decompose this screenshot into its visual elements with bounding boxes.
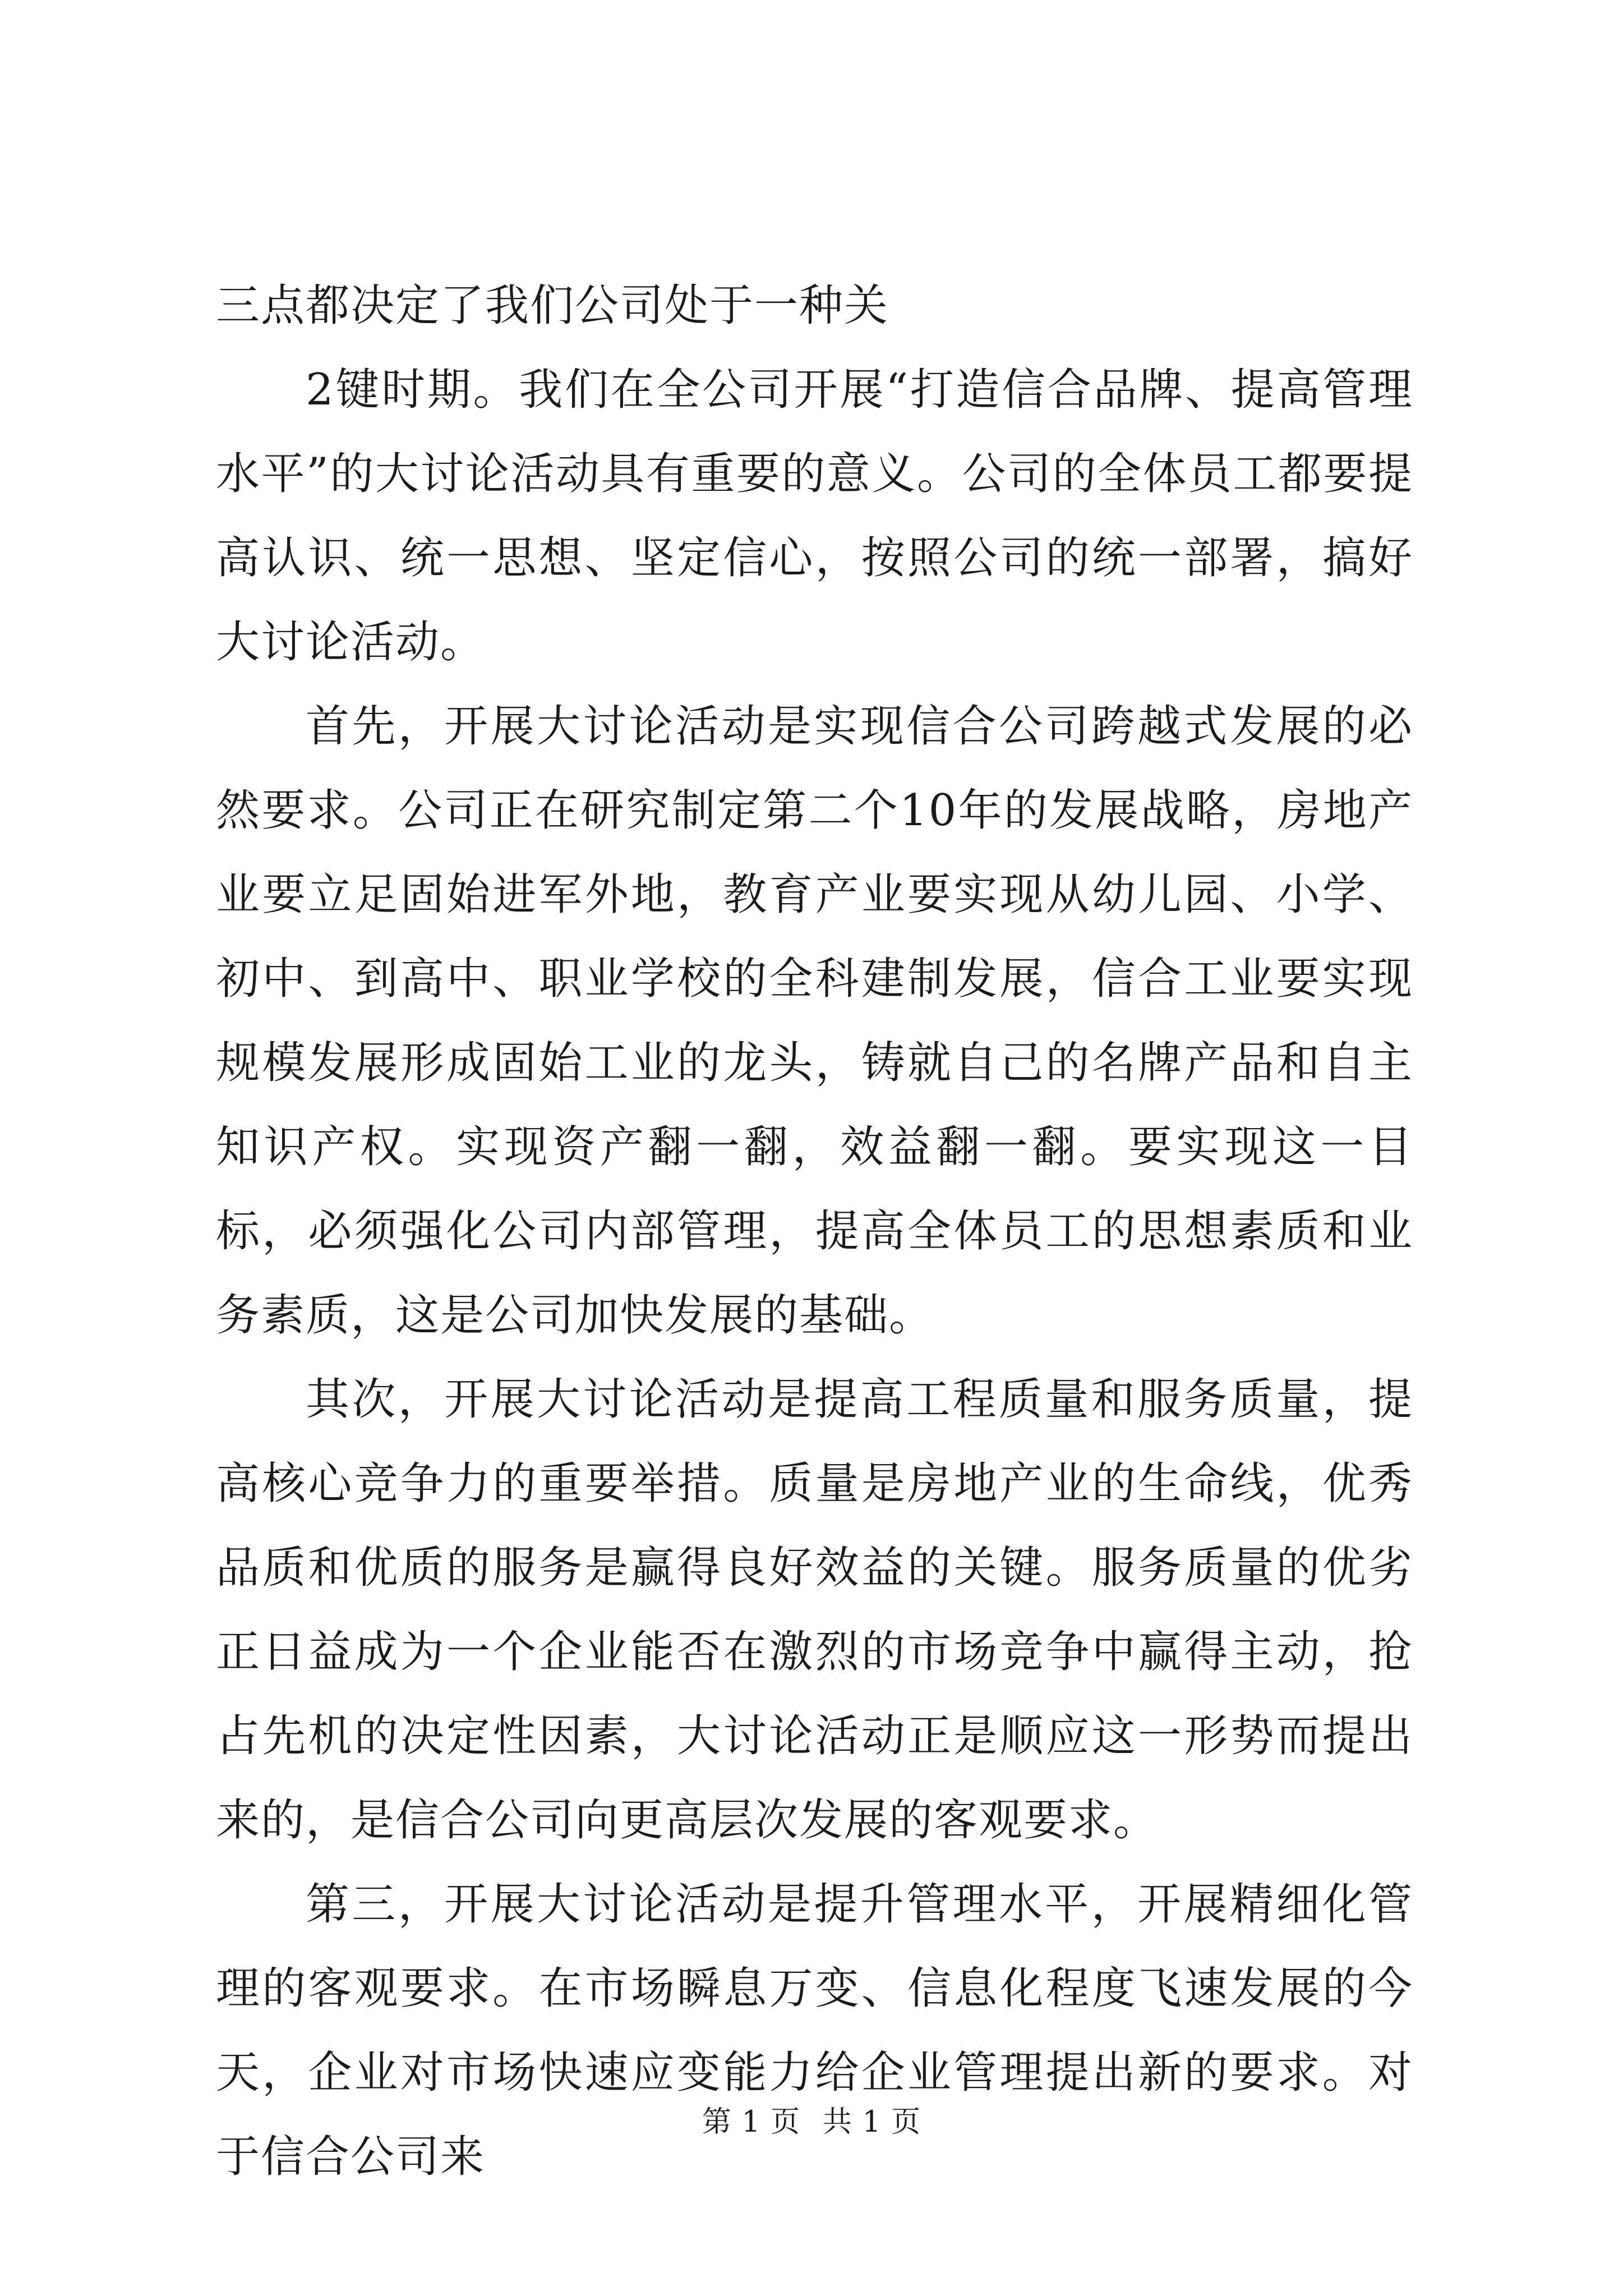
- paragraph-2: 2键时期。我们在全公司开展“打造信合品牌、提高管理水平”的大讨论活动具有重要的意义。公司的全体员工都要提高认识、统一思想、坚定信心，按照公司的统一部署，搞好大讨论活动。: [216, 365, 1413, 668]
- paragraph-3: 首先，开展大讨论活动是实现信合公司跨越式发展的必然要求。公司正在研究制定第二个10年的发展战略，房地产业要立足固始进军外地，教育产业要实现从幼儿园、小学、初中、到高中、职业学校的全科建制发展，信合工业要实现规模发展形成固始工业的龙头，铸就自己的名牌产品和自主知识产权。实现资产翻一翻，效益翻一翻。要实现这一目标，必须强化公司内部管理，提高全体员工的思想素质和业务素质，这是公司加快发展的基础。: [216, 701, 1413, 1341]
- paragraph-4: 其次，开展大讨论活动是提高工程质量和服务质量，提高核心竞争力的重要举措。质量是房地产业的生命线，优秀品质和优质的服务是赢得良好效益的关键。服务质量的优劣正日益成为一个企业能否在激烈的市场竞争中赢得主动，抢占先机的决定性因素，大讨论活动正是顺应这一形势而提出来的，是信合公司向更高层次发展的客观要求。: [216, 1374, 1413, 1846]
- document-body: [216, 264, 1413, 2199]
- page-footer: [0, 2098, 1623, 2140]
- paragraph-1: 三点都决定了我们公司处于一种关: [216, 280, 889, 331]
- page-number: 第 1 页: [702, 2105, 800, 2139]
- paragraph-5: 第三，开展大讨论活动是提升管理水平，开展精细化管理的客观要求。在市场瞬息万变、信息化程度飞速发展的今天，企业对市场快速应变能力给企业管理提出新的要求。对于信合公司来: [216, 1879, 1413, 2182]
- page-total: 共 1 页: [823, 2105, 921, 2139]
